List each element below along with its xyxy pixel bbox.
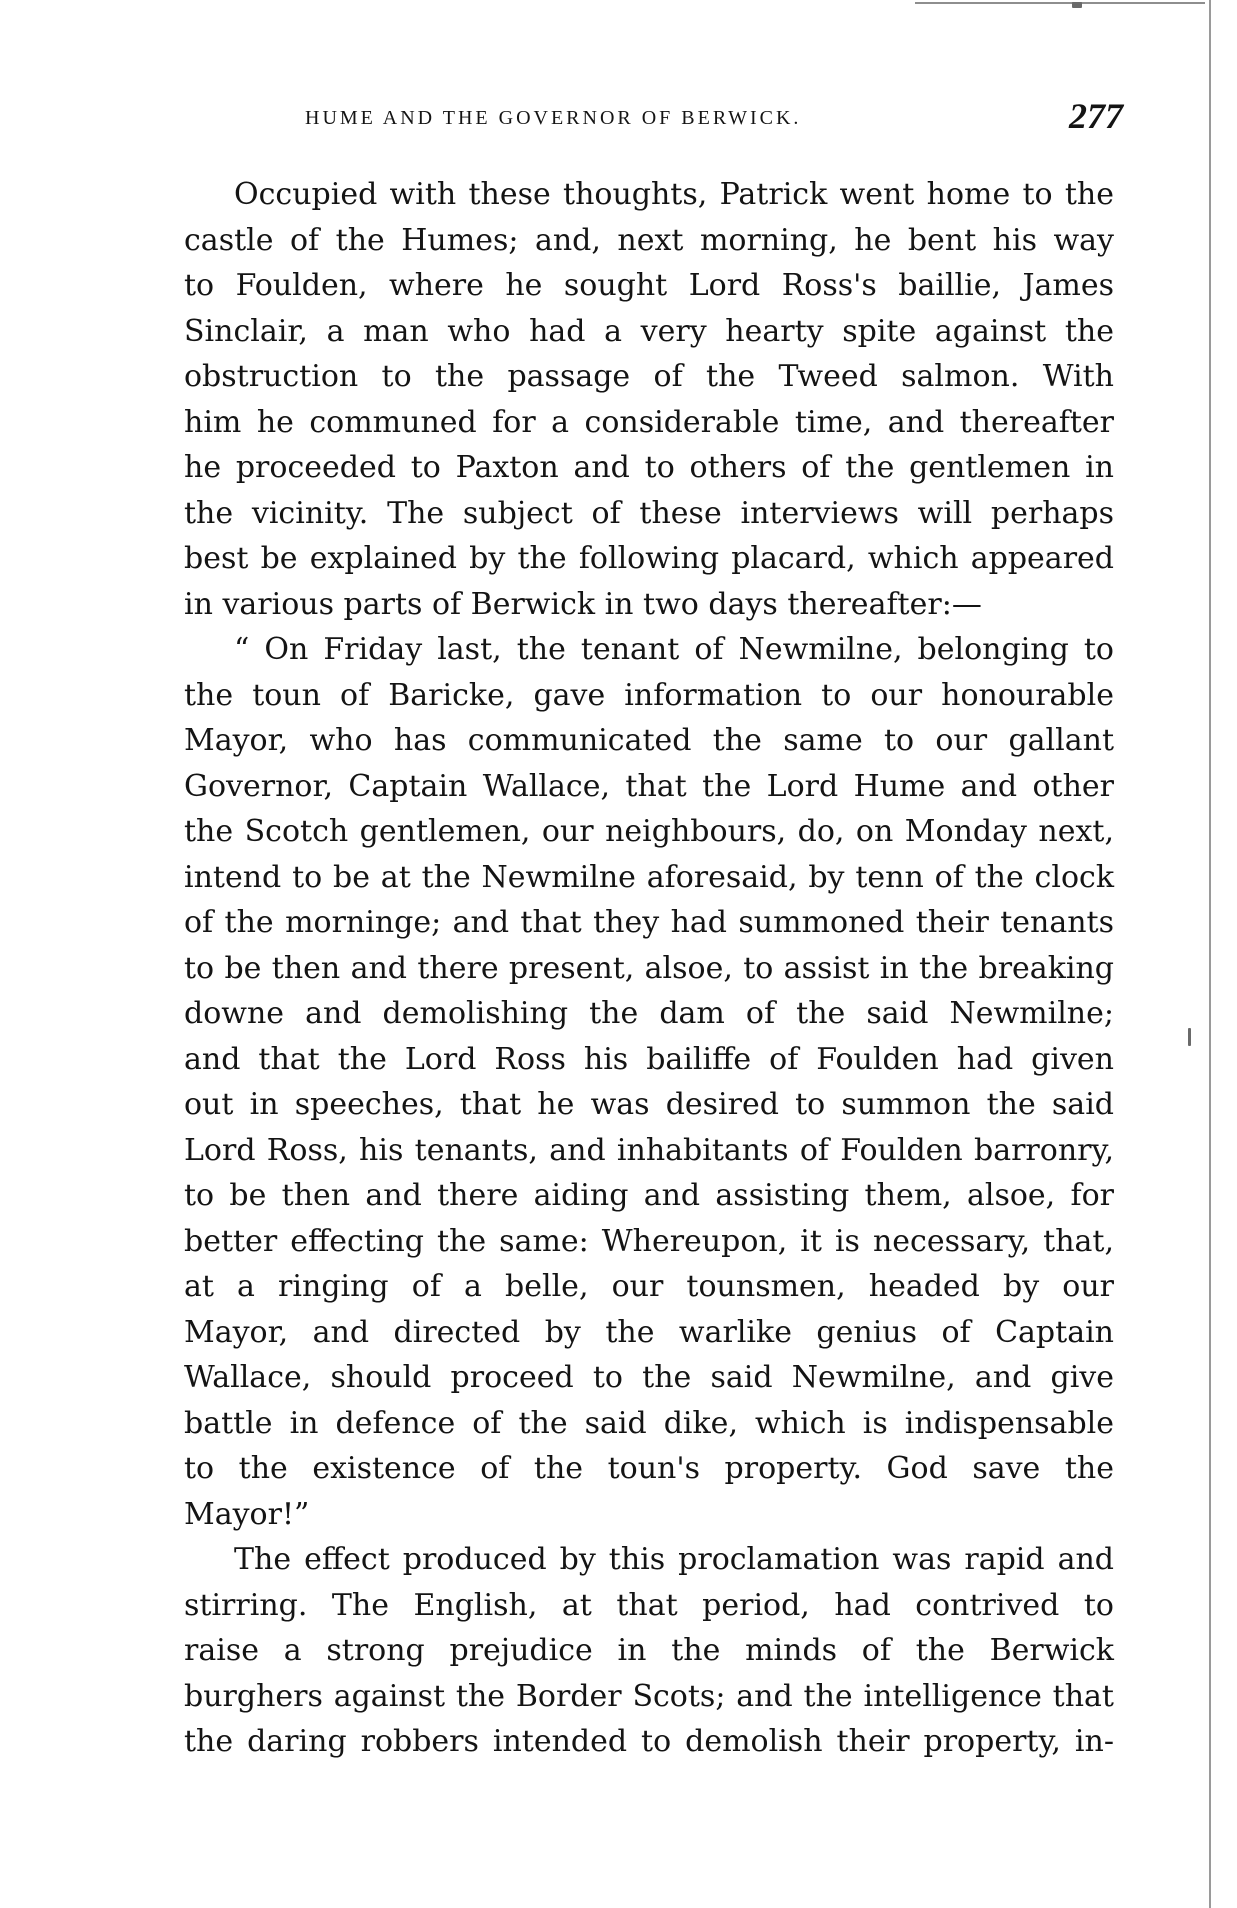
text-line: to be then and there present, alsoe, to assist in the breaking [184,950,1114,986]
text-line: best be explained by the following placard, which appeared [184,541,1114,576]
text-line: out in speeches, that he was desired to summon the said [184,1087,1114,1122]
text-line: Mayor, who has communicated the same to our gallant [184,723,1114,758]
print-speck [1188,1028,1191,1046]
text-line: “ On Friday last, the tenant of Newmilne, belonging to [234,632,1114,667]
body-text [184,172,1114,1765]
text-line: burghers against the Border Scots; and the intelligence that [184,1678,1114,1714]
print-speck [1072,2,1082,8]
text-line: in various parts of Berwick in two days thereafter:— [184,586,982,622]
text-line: at a ringing of a belle, our tounsmen, headed by our [184,1269,1114,1304]
text-line: to the existence of the toun's property. God save the [184,1451,1114,1486]
top-edge-rule [915,2,1205,4]
text-line: Wallace, should proceed to the said Newmilne, and give [184,1360,1114,1395]
text-line: him he communed for a considerable time, and thereafter [184,404,1114,440]
text-line: of the morninge; and that they had summoned their tenants [184,905,1114,940]
text-line: obstruction to the passage of the Tweed salmon. With [184,359,1114,394]
text-line: battle in defence of the said dike, which is indispensable [184,1405,1114,1441]
text-line: the toun of Baricke, gave information to our honourable [184,677,1114,713]
text-line: Mayor!” [184,1496,310,1532]
text-line: he proceeded to Paxton and to others of the gentlemen in [184,450,1114,485]
text-line: and that the Lord Ross his bailiffe of Foulden had given [184,1041,1114,1077]
text-line: to Foulden, where he sought Lord Ross's baillie, James [184,268,1114,303]
text-line: downe and demolishing the dam of the said Newmilne; [184,996,1114,1031]
text-line: Sinclair, a man who had a very hearty spite against the [184,313,1114,349]
running-head: HUME AND THE GOVERNOR OF BERWICK. [305,107,802,129]
text-line: Occupied with these thoughts, Patrick went home to the [234,177,1114,212]
text-line: better effecting the same: Whereupon, it is necessary, that, [184,1223,1114,1259]
text-line: the vicinity. The subject of these interviews will perhaps [184,495,1114,531]
text-line: the daring robbers intended to demolish their property, in- [184,1724,1114,1759]
text-line: Lord Ross, his tenants, and inhabitants of Foulden barronry, [184,1132,1114,1168]
text-line: the Scotch gentlemen, our neighbours, do, on Monday next, [184,814,1114,849]
text-line: stirring. The English, at that period, had contrived to [184,1587,1114,1623]
text-line: The effect produced by this proclamation was rapid and [234,1542,1114,1577]
text-line: Mayor, and directed by the warlike genius of Captain [184,1314,1114,1350]
page-header [305,95,1123,139]
text-line: raise a strong prejudice in the minds of the Berwick [184,1633,1114,1668]
text-line: to be then and there aiding and assisting them, alsoe, for [184,1178,1114,1213]
page-edge-line [1209,0,1211,1908]
text-line: Governor, Captain Wallace, that the Lord Hume and other [184,768,1114,804]
page-number: 277 [1069,96,1123,136]
text-line: intend to be at the Newmilne aforesaid, by tenn of the clock [184,859,1114,895]
text-line: castle of the Humes; and, next morning, he bent his way [184,222,1114,258]
